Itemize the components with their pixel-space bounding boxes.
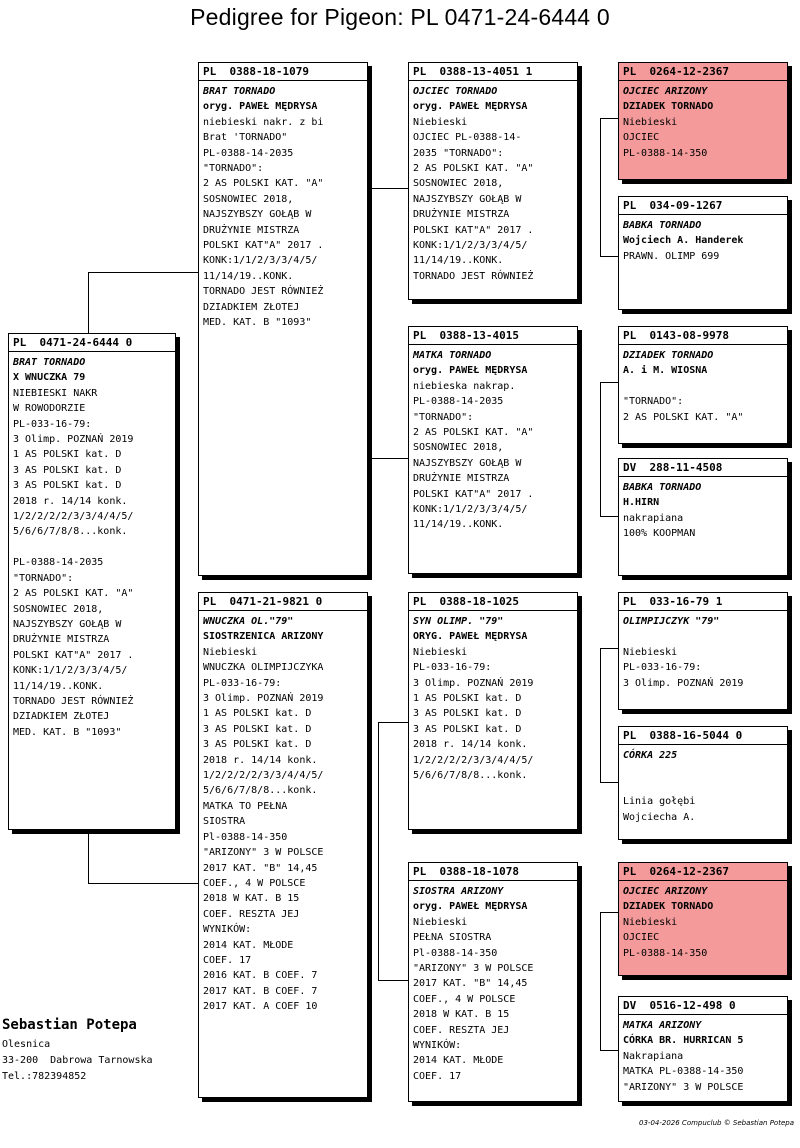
note-line: OJCIEC	[623, 932, 660, 944]
pigeon-card-dss[interactable]	[618, 592, 788, 710]
note-line: 2018 r. 14/14 konk.	[13, 495, 128, 507]
note-line: MED. KAT. B "1093"	[203, 317, 312, 329]
pigeon-name: OJCIEC TORNADO	[413, 86, 498, 97]
note-line: PL-033-16-79:	[13, 418, 92, 430]
connector-line	[88, 272, 198, 273]
connector-line	[368, 458, 408, 459]
note-line: SOSNOWIEC 2018,	[203, 193, 294, 205]
note-line	[13, 540, 171, 555]
note-line: 3 Olimp. POZNAŃ 2019	[623, 677, 744, 689]
connector-line	[600, 382, 601, 516]
note-line: niebieski nakr. z bi	[203, 116, 324, 128]
ring-number: PL 0264-12-2367	[619, 64, 787, 81]
pigeon-card-sire-dam[interactable]	[408, 326, 578, 574]
pigeon-name: OLIMPIJCZYK "79"	[623, 616, 720, 627]
note-line: 2018 r. 14/14 konk.	[203, 754, 318, 766]
note-line: OJCIEC PL-0388-14-	[413, 132, 522, 144]
note-line: SOSNOWIEC 2018,	[413, 442, 504, 454]
note-line: KONK:1/1/2/3/3/4/5/	[203, 255, 318, 267]
pigeon-notes	[623, 511, 783, 542]
note-line: COEF. RESZTA JEJ	[203, 908, 300, 920]
note-line: 1/2/2/2/2/3/3/4/4/5/	[13, 511, 134, 523]
pigeon-card-sire[interactable]	[198, 62, 368, 576]
pigeon-strain: H.HIRN	[623, 497, 660, 509]
note-line: KONK:1/1/2/3/3/4/5/	[13, 665, 128, 677]
note-line: COEF. 17	[413, 1070, 462, 1082]
owner-address: 33-200 Dabrowa Tarnowska	[2, 1055, 153, 1066]
note-line: DRUŻYNIE MISTRZA	[413, 209, 510, 221]
note-line: 2018 W KAT. B 15	[413, 1009, 510, 1021]
note-line: "TORNADO":	[13, 572, 74, 584]
note-line	[623, 763, 783, 778]
pigeon-card-sire-sire[interactable]	[408, 62, 578, 300]
note-line: 1 AS POLSKI kat. D	[203, 708, 312, 720]
note-line: Wojciecha A.	[623, 811, 696, 823]
pigeon-name: MATKA ARIZONY	[623, 1020, 702, 1031]
note-line: DRUŻYNIE MISTRZA	[13, 634, 110, 646]
note-line: 5/6/6/7/8/8...konk.	[413, 770, 528, 782]
note-line: SOSNOWIEC 2018,	[13, 603, 104, 615]
pigeon-name: MATKA TORNADO	[413, 350, 492, 361]
pigeon-strain: SIOSTRZENICA ARIZONY	[203, 631, 324, 643]
ring-number: PL 0388-18-1025	[409, 594, 577, 611]
note-line: 3 AS POLSKI kat. D	[413, 708, 522, 720]
connector-line	[600, 782, 618, 783]
note-line: "ARIZONY" 3 W POLSCE	[203, 847, 324, 859]
pigeon-card-dsd[interactable]	[618, 726, 788, 840]
pigeon-notes	[413, 645, 573, 784]
pigeon-strain: A. i M. WIOSNA	[623, 365, 708, 377]
note-line: 11/14/19..KONK.	[413, 255, 504, 267]
pigeon-card-sds[interactable]	[618, 326, 788, 444]
note-line: 2 AS POLSKI KAT. "A"	[413, 163, 534, 175]
note-line: PL-033-16-79:	[413, 662, 492, 674]
pigeon-notes	[623, 249, 783, 264]
pigeon-name: BRAT TORNADO	[203, 86, 276, 97]
note-line: COEF. 17	[203, 954, 252, 966]
pigeon-name: BRAT TORNADO	[13, 357, 86, 368]
note-line: "TORNADO":	[623, 396, 684, 408]
ring-number: PL 0471-24-6444 0	[9, 335, 175, 352]
note-line: Pl-0388-14-350	[413, 947, 498, 959]
note-line	[623, 379, 783, 394]
ring-number: PL 0471-21-9821 0	[199, 594, 367, 611]
note-line: NAJSZYBSZY GOŁĄB W	[413, 193, 522, 205]
note-line: Niebieski	[623, 646, 678, 658]
note-line: 2017 KAT. A COEF 10	[203, 1001, 318, 1013]
note-line: 1 AS POLSKI kat. D	[13, 449, 122, 461]
note-line: Niebieski	[623, 116, 678, 128]
note-line: Niebieski	[413, 116, 468, 128]
pigeon-notes	[623, 763, 783, 825]
note-line: KONK:1/1/2/3/3/4/5/	[413, 240, 528, 252]
note-line: "ARIZONY" 3 W POLSCE	[413, 963, 534, 975]
note-line: Niebieski	[623, 916, 678, 928]
pigeon-strain: oryg. PAWEŁ MĘDRYSA	[203, 101, 318, 113]
connector-line	[88, 272, 89, 335]
note-line: NIEBIESKI NAKR	[13, 387, 98, 399]
note-line: PL-0388-14-350	[623, 147, 708, 159]
note-line: 3 Olimp. POZNAŃ 2019	[413, 677, 534, 689]
note-line: DRUŻYNIE MISTRZA	[203, 224, 300, 236]
note-line: PL-033-16-79:	[203, 677, 282, 689]
pigeon-name: CÓRKA 225	[623, 750, 678, 761]
note-line: 2016 KAT. B COEF. 7	[203, 970, 318, 982]
note-line: COEF., 4 W POLSCE	[413, 993, 516, 1005]
note-line: 1/2/2/2/2/3/3/4/4/5/	[413, 754, 534, 766]
pigeon-notes	[413, 915, 573, 1084]
note-line: WYNIKÓW:	[203, 924, 252, 936]
note-line: Pl-0388-14-350	[203, 831, 288, 843]
connector-line	[600, 118, 618, 119]
note-line: SOSNOWIEC 2018,	[413, 178, 504, 190]
pigeon-card-sss[interactable]	[618, 62, 788, 180]
note-line: TORNADO JEST RÓWNIEŻ	[413, 270, 534, 282]
pigeon-name: SIOSTRA ARIZONY	[413, 886, 504, 897]
note-line: Niebieski	[203, 646, 258, 658]
note-line: 2018 r. 14/14 konk.	[413, 739, 528, 751]
pigeon-notes	[623, 1049, 783, 1095]
connector-line	[88, 883, 198, 884]
note-line: NAJSZYBSZY GOŁĄB W	[203, 209, 312, 221]
connector-line	[600, 912, 618, 913]
pigeon-card-ssd[interactable]	[618, 196, 788, 310]
connector-line	[600, 516, 618, 517]
note-line: 3 AS POLSKI kat. D	[203, 739, 312, 751]
ring-number: PL 0388-16-5044 0	[619, 728, 787, 745]
note-line: Brat 'TORNADO"	[203, 132, 288, 144]
note-line: PRAWN. OLIMP 699	[623, 250, 720, 262]
ring-number: PL 0143-08-9978	[619, 328, 787, 345]
connector-line	[378, 980, 408, 981]
ring-number: PL 034-09-1267	[619, 198, 787, 215]
pigeon-notes	[623, 629, 783, 691]
pigeon-notes	[203, 645, 363, 1015]
note-line: 100% KOOPMAN	[623, 528, 696, 540]
note-line: PL-033-16-79:	[623, 662, 702, 674]
pigeon-card-subject[interactable]	[8, 333, 176, 830]
connector-line	[368, 188, 369, 458]
note-line: 2 AS POLSKI KAT. "A"	[13, 588, 134, 600]
connector-line	[600, 912, 601, 1050]
note-line: Niebieski	[413, 646, 468, 658]
pigeon-notes	[13, 386, 171, 740]
owner-name: Sebastian Potepa	[2, 1017, 137, 1033]
pigeon-notes	[203, 115, 363, 331]
note-line: 5/6/6/7/8/8...konk.	[203, 785, 318, 797]
pigeon-name: SYN OLIMP. "79"	[413, 616, 504, 627]
pigeon-card-dds[interactable]	[618, 862, 788, 976]
note-line: MATKA PL-0388-14-350	[623, 1066, 744, 1078]
note-line: 2 AS POLSKI KAT. "A"	[413, 427, 534, 439]
note-line: NAJSZYBSZY GOŁĄB W	[413, 457, 522, 469]
ring-number: PL 033-16-79 1	[619, 594, 787, 611]
pigeon-card-dam-dam[interactable]	[408, 862, 578, 1102]
note-line: 3 AS POLSKI kat. D	[13, 464, 122, 476]
note-line: PL-0388-14-2035	[203, 147, 294, 159]
pigeon-name: BABKA TORNADO	[623, 220, 702, 231]
owner-city: Olesnica	[2, 1039, 51, 1050]
note-line: 1 AS POLSKI kat. D	[413, 693, 522, 705]
ring-number: PL 0388-13-4051 1	[409, 64, 577, 81]
note-line: 3 AS POLSKI kat. D	[203, 723, 312, 735]
note-line: POLSKI KAT"A" 2017 .	[13, 649, 134, 661]
connector-line	[368, 188, 408, 189]
note-line: POLSKI KAT"A" 2017 .	[413, 224, 534, 236]
pigeon-name: DZIADEK TORNADO	[623, 350, 714, 361]
pigeon-notes	[413, 379, 573, 533]
ring-number: DV 288-11-4508	[619, 460, 787, 477]
note-line: 2 AS POLSKI KAT. "A"	[203, 178, 324, 190]
note-line: POLSKI KAT"A" 2017 .	[413, 488, 534, 500]
pigeon-notes	[623, 379, 783, 425]
ring-number: DV 0516-12-498 0	[619, 998, 787, 1015]
note-line: WYNIKÓW:	[413, 1040, 462, 1052]
note-line: 2017 KAT. B COEF. 7	[203, 985, 318, 997]
note-line: MATKA TO PEŁNA	[203, 800, 288, 812]
pigeon-strain: oryg. PAWEŁ MĘDRYSA	[413, 101, 528, 113]
note-line: PEŁNA SIOSTRA	[413, 932, 492, 944]
note-line: nakrapiana	[623, 512, 684, 524]
note-line: PL-0388-14-2035	[413, 396, 504, 408]
pigeon-name: OJCIEC ARIZONY	[623, 886, 708, 897]
pigeon-name: BABKA TORNADO	[623, 482, 702, 493]
note-line: COEF. RESZTA JEJ	[413, 1024, 510, 1036]
note-line: PL-0388-14-2035	[13, 557, 104, 569]
note-line: Nakrapiana	[623, 1050, 684, 1062]
note-line: MED. KAT. B "1093"	[13, 726, 122, 738]
pigeon-strain: ORYG. PAWEŁ MĘDRYSA	[413, 631, 528, 643]
note-line: 3 Olimp. POZNAŃ 2019	[203, 693, 324, 705]
pigeon-strain: Wojciech A. Handerek	[623, 235, 744, 247]
note-line: 11/14/19..KONK.	[13, 680, 104, 692]
note-line: 3 AS POLSKI kat. D	[413, 723, 522, 735]
connector-line	[600, 256, 618, 257]
note-line: "TORNADO":	[203, 163, 264, 175]
note-line: niebieska nakrap.	[413, 380, 516, 392]
pigeon-strain: DZIADEK TORNADO	[623, 901, 714, 913]
note-line: OJCIEC	[623, 132, 660, 144]
note-line	[623, 779, 783, 794]
connector-line	[600, 1050, 618, 1051]
note-line: DZIADKIEM ZŁOTEJ	[203, 301, 300, 313]
note-line	[623, 629, 783, 644]
note-line: 2017 KAT. "B" 14,45	[413, 978, 528, 990]
pigeon-strain: oryg. PAWEŁ MĘDRYSA	[413, 901, 528, 913]
connector-line	[600, 648, 601, 782]
pigeon-card-dam-sire[interactable]	[408, 592, 578, 830]
connector-line	[88, 830, 89, 883]
ring-number: PL 0388-18-1078	[409, 864, 577, 881]
ring-number: PL 0388-13-4015	[409, 328, 577, 345]
note-line: 2018 W KAT. B 15	[203, 893, 300, 905]
note-line: 2014 KAT. MŁODE	[413, 1055, 504, 1067]
footer-credit: 03-04-2026 Compuclub © Sebastian Potepa	[639, 1119, 794, 1127]
pigeon-strain: DZIADEK TORNADO	[623, 101, 714, 113]
connector-line	[378, 722, 408, 723]
connector-line	[378, 722, 379, 980]
note-line: 11/14/19..KONK.	[413, 519, 504, 531]
note-line: 2014 KAT. MŁODE	[203, 939, 294, 951]
note-line: DRUŻYNIE MISTRZA	[413, 473, 510, 485]
pigeon-notes	[623, 915, 783, 961]
note-line: DZIADKIEM ZŁOTEJ	[13, 711, 110, 723]
note-line: KONK:1/1/2/3/3/4/5/	[413, 504, 528, 516]
pigeon-strain: CÓRKA BR. HURRICAN 5	[623, 1035, 744, 1047]
note-line: "ARIZONY" 3 W POLSCE	[623, 1081, 744, 1093]
note-line: TORNADO JEST RÓWNIEŻ	[13, 695, 134, 707]
pigeon-card-ddd[interactable]	[618, 996, 788, 1102]
ring-number: PL 0388-18-1079	[199, 64, 367, 81]
note-line: Linia gołębi	[623, 796, 696, 808]
note-line: 2035 "TORNADO":	[413, 147, 504, 159]
note-line: PL-0388-14-350	[623, 947, 708, 959]
note-line: NAJSZYBSZY GOŁĄB W	[13, 618, 122, 630]
pigeon-notes	[413, 115, 573, 284]
note-line: 2017 KAT. "B" 14,45	[203, 862, 318, 874]
note-line: 3 Olimp. POZNAŃ 2019	[13, 434, 134, 446]
pigeon-card-dam[interactable]	[198, 592, 368, 1098]
note-line: 5/6/6/7/8/8...konk.	[13, 526, 128, 538]
pigeon-strain: X WNUCZKA 79	[13, 372, 86, 384]
pigeon-notes	[623, 115, 783, 161]
note-line: COEF., 4 W POLSCE	[203, 877, 306, 889]
connector-line	[600, 382, 618, 383]
note-line: 2 AS POLSKI KAT. "A"	[623, 411, 744, 423]
owner-phone: Tel.:782394852	[2, 1071, 87, 1082]
connector-line	[600, 118, 601, 256]
note-line: SIOSTRA	[203, 816, 246, 828]
note-line: 11/14/19..KONK.	[203, 270, 294, 282]
note-line: W ROWODORZIE	[13, 403, 86, 415]
pigeon-card-sdd[interactable]	[618, 458, 788, 576]
note-line: 1/2/2/2/2/3/3/4/4/5/	[203, 770, 324, 782]
pigeon-name: WNUCZKA OL."79"	[203, 616, 294, 627]
note-line: POLSKI KAT"A" 2017 .	[203, 240, 324, 252]
ring-number: PL 0264-12-2367	[619, 864, 787, 881]
note-line: 3 AS POLSKI kat. D	[13, 480, 122, 492]
note-line: WNUCZKA OLIMPIJCZYKA	[203, 662, 324, 674]
pigeon-name: OJCIEC ARIZONY	[623, 86, 708, 97]
page-title: Pedigree for Pigeon: PL 0471-24-6444 0	[190, 4, 610, 30]
connector-line	[600, 648, 618, 649]
note-line: "TORNADO":	[413, 411, 474, 423]
pigeon-strain: oryg. PAWEŁ MĘDRYSA	[413, 365, 528, 377]
note-line: Niebieski	[413, 916, 468, 928]
note-line: TORNADO JEST RÓWNIEŻ	[203, 286, 324, 298]
